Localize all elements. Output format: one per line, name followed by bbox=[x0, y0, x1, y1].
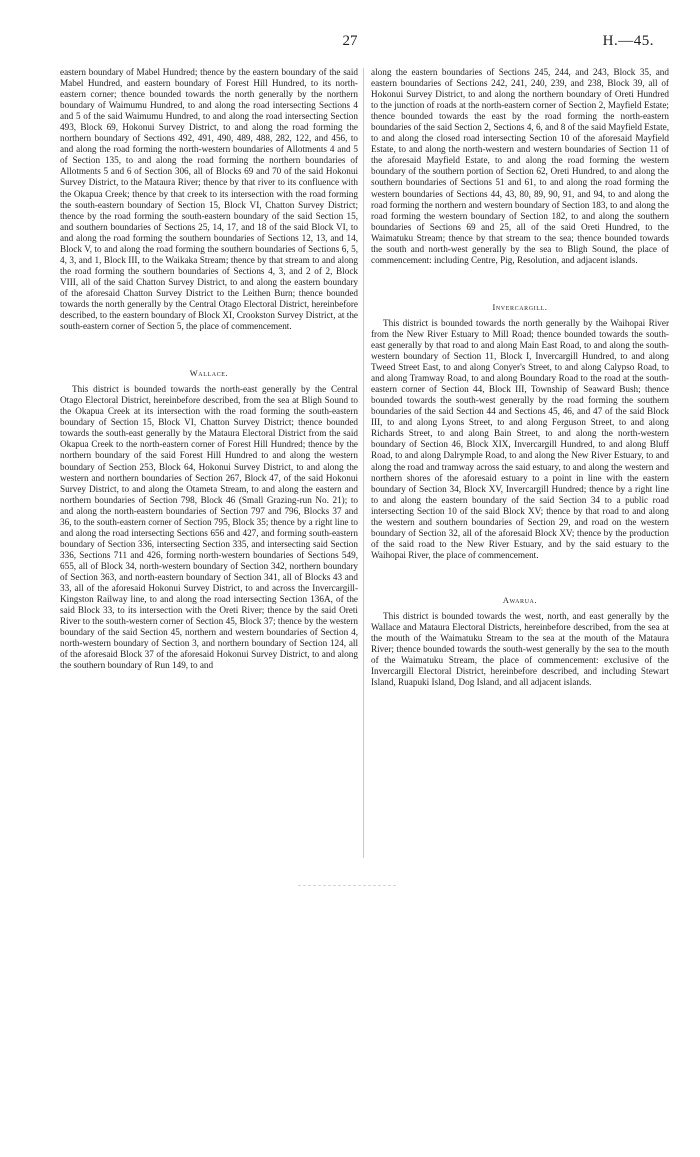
column-divider bbox=[363, 68, 364, 858]
right-column bbox=[371, 67, 669, 688]
wallace-description: This district is bounded towards the north-east generally by the Central Otago Electoral District, hereinbefore described, from the sea at Bligh Sound to the Okapua Creek at its intersection with the road forming the south-eastern boundary of Section 15, Block VI, Chatton Survey District; thence bounded towards the south-east generally by the Mataura Electoral District from the said Okapua Creek to the north-eastern corner of Forest Hill Hundred; thence by the northern boundary of the said Forest Hill Hundred to and along the western boundary of Section 253, Block 64, Hokonui Survey District, to and along the western and northern boundaries of Section 267, Block 47, of the said Hokonui Survey District, to and along the Otameta Stream, to and along the eastern and northern boundaries of Section 798, Block 46 (Small Grazing-run No. 21); to and along the north-eastern boundaries of Section 797 and 796, Blocks 37 and 36, to the south-eastern corner of Section 795, Block 35; thence by a right line to and along the road intersecting Sections 656 and 427, and forming south-eastern boundary of Section 336, intersecting Section 335, and intersecting said Section 336, Sections 711 and 426, forming north-western boundaries of Sections 549, 655, all of Block 34, north-western boundary of Section 342, northern boundary of Section 363, and north-eastern boundary of Section 341, all of Blocks 43 and 33, all of the aforesaid Hokonui Survey District, to and across the Invercargill-Kingston Railway line, to and along the road intersecting Section 136A, of the said Block 33, to its intersection with the Oreti River; thence by the said Oreti River to the south-western corner of Section 45, Block 37; thence by the western boundary of the said Section 45, northern and western boundaries of Section 4, north-western boundary of Section 3, and northern boundary of Section 124, all of the aforesaid Block 37 of the aforesaid Hokonui Survey District, to and along the southern boundary of Run 149, to and bbox=[60, 384, 358, 671]
awarua-heading: Awarua. bbox=[502, 595, 538, 605]
mataura-boundary-continued: eastern boundary of Mabel Hundred; thence by the eastern boundary of the said Mabel Hundred, and eastern boundary of Forest Hill Hundred, to its north-eastern corner; thence bounded towards the north generally by the northern boundary of Waimumu Hundred, to and along the road intersecting Sections 4 and 5 of the said Waimumu Hundred, to and along the road intersecting Section 493, Block 69, Hokonui Survey District, to and along the road forming the northern boundary of Sections 492, 491, 490, 489, 488, 282, 122, and 456, to and along the road forming the north-western boundaries of Allotments 4 and 5 of Section 135, to and along the road forming the northern boundaries of Allotments 5 and 6 of Section 306, all of Blocks 69 and 70 of the said Hokonui Survey District, to the Mataura River; thence by that river to its confluence with the Okapua Creek; thence by that creek to its intersection with the road forming the south-eastern boundary of Section 15, Block VI, Chatton Survey District; thence by the road forming the south-eastern boundary of the said Section 15, and southern boundaries of Sections 25, 14, 17, and 18 of the said Block VI, to and along the road forming the southern boundaries of Sections 12, 13, and 14, Block V, to and along the road forming the southern boundaries of Sections 6, 5, 4, 3, and 1, Block III, to the Waikaka Stream; thence by that stream to and along the road forming the southern boundaries of Sections 4, 3, and 2 of 2, Block VIII, all of the said Chatton Survey District, to and along the eastern boundary of the aforesaid Chatton Survey District to the Leithen Burn; thence bounded towards the north generally by the Central Otago Electoral District, hereinbefore described, to the eastern boundary of Block XI, Crookston Survey District, at the south-eastern corner of Section 5, the place of commencement. bbox=[60, 67, 358, 332]
invercargill-description: This district is bounded towards the north generally by the Waihopai River from the New River Estuary to Mill Road; thence bounded towards the south-east generally by that road to and along Main East Road, to and along the south-western boundary of Section 11, Block I, Invercargill Hundred, to and along Tweed Street East, to and along Conyer's Street, to and along Calypso Road, to and along Tramway Road, to and along Boundary Road to the road at the south-eastern corner of Section 44, Block III, Township of Seaward Bush; thence bounded towards the south-west generally by the road forming the southern boundaries of the said Section 44 and Sections 45, 46, and 47 of the said Block III, to and along Lyons Street, to and along Ferguson Street, to and along Richards Street, to and along Bain Street, to and along the north-western boundary of Section 46, Block XIX, Invercargill Hundred, to and along Bluff Road, to and along Dalrymple Road, to and along the New River Estuary, to and along the road and tramway across the said estuary, to and along the western and northern shores of the aforesaid estuary to a point in line with the eastern boundary of Section 34, Block XV, Invercargill Hundred; thence by a right line to and along the eastern boundary of the said Section 34 to a public road intersecting Section 10 of the said Block XV; thence by that road to and along the western and southern boundaries of Section 29, and road on the western boundary of Section 32, all of the aforesaid Block XV; thence by the production of the said road to the New River Estuary, and by the said estuary to the Waihopai River, the place of commencement. bbox=[371, 317, 669, 560]
page-number: 27 bbox=[342, 33, 358, 49]
wallace-description-continued: along the eastern boundaries of Sections 245, 244, and 243, Block 35, and eastern boundaries of Sections 242, 241, 240, 239, and 238, Block 39, all of Hokonui Survey District, to and along the northern boundary of Oreti Hundred to the junction of roads at the north-eastern corner of Section 2, Mayfield Estate; thence bounded towards the east by the road forming the north-eastern boundaries of the said Section 2, Sections 4, 6, and 8 of the said Mayfield Estate, to and along the closed road intersecting Section 10 of the aforesaid Mayfield Estate, to and along the north-western and western boundaries of Section 11 of the aforesaid Mayfield Estate, to and along the road forming the western boundary of the southern portion of Section 62, Oreti Hundred, to and along the southern boundaries of Sections 51 and 61, to and along the road forming the western boundaries of Sections 44, 43, 80, 89, 90, 91, and 94, to and along the road forming the northern and western boundary of Section 183, to and along the road forming the western boundary of Section 182, to and along the southern boundaries of Sections 69 and 25, all of the said Oreti Hundred, to the Waimatuku Stream; thence by that stream to the sea; thence bounded towards the south and north-west generally by the sea to Bligh Sound, the place of commencement: including Centre, Pig, Resolution, and adjacent islands. bbox=[371, 67, 670, 265]
wallace-heading: Wallace. bbox=[189, 369, 229, 379]
invercargill-heading: Invercargill. bbox=[492, 302, 548, 312]
end-rule bbox=[298, 885, 396, 886]
awarua-description: This district is bounded towards the west, north, and east generally by the Wallace and Mataura Electoral Districts, hereinbefore described, from the sea at the mouth of the Waimatuku Stream to the sea at the mouth of the Mataura River; thence bounded towards the south-west generally by the sea to the mouth of the Waimatuku Stream, the place of commencement: exclusive of the Invercargill Electoral District, hereinbefore described, and including Stewart Island, Ruapuki Island, Dog Island, and all adjacent islands. bbox=[371, 610, 669, 688]
document-reference: H.—45. bbox=[602, 33, 654, 49]
left-column bbox=[60, 67, 358, 671]
